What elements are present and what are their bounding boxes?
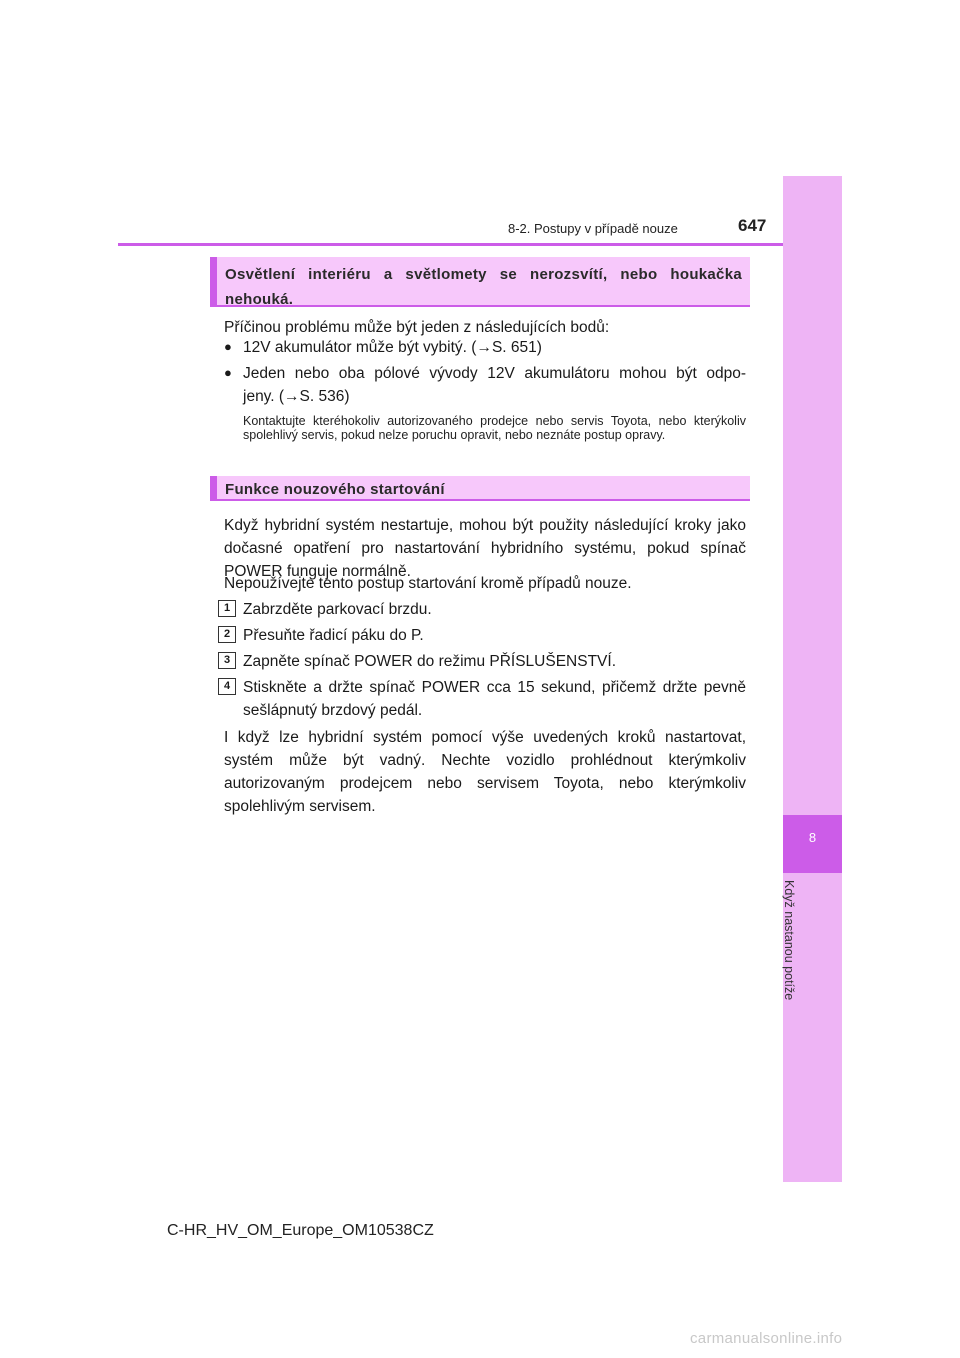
step-number-badge: 3 <box>218 652 236 669</box>
section-header: 8-2. Postupy v případě nouze <box>508 221 678 236</box>
bullet-item: 12V akumulátor může být vybitý. (→S. 651) <box>243 339 542 356</box>
section1-intro: Příčinou problému může být jeden z následujících bodů: <box>224 319 610 336</box>
document-code: C-HR_HV_OM_Europe_OM10538CZ <box>167 1222 434 1239</box>
step-text: Zapněte spínač POWER do režimu PŘÍSLUŠENSTVÍ. <box>243 653 616 670</box>
step-text: Zabrzděte parkovací brzdu. <box>243 601 432 618</box>
page-number: 647 <box>738 216 767 235</box>
chapter-number: 8 <box>808 830 817 845</box>
bullet-icon: ● <box>224 365 232 380</box>
service-note: Kontaktujte kteréhokoliv autorizovaného prodejce nebo servis Toyota, nebo kterýkoliv spolehlivý servis, pokud nelze poruchu opravit, nebo neznáte postup opravy. <box>243 414 746 442</box>
section2-warning: Nepoužívejte tento postup startování kromě případů nouze. <box>224 575 632 592</box>
section-heading-emergency-start: Funkce nouzového startování <box>210 476 750 501</box>
step-number-badge: 1 <box>218 600 236 617</box>
chapter-title-vertical <box>778 880 808 1030</box>
step-number-badge: 2 <box>218 626 236 643</box>
bullet-item: Jeden nebo oba pólové vývody 12V akumulátoru mohou být odpo- <box>243 365 746 382</box>
bullet-icon: ● <box>224 339 232 354</box>
bullet-item-continued: jeny. (→S. 536) <box>243 388 350 405</box>
step-number-badge: 4 <box>218 678 236 695</box>
watermark: carmanualsonline.info <box>690 1330 843 1347</box>
section-heading-lights: Osvětlení interiéru a světlomety se nerozsvítí, nebo houkačka nehouká. <box>210 257 750 307</box>
header-rule <box>118 243 783 246</box>
chapter-title: Když nastanou potíže <box>782 880 796 1001</box>
step-text: Stiskněte a držte spínač POWER cca 15 sekund, přičemž držte pevně sešlápnutý brzdový pedál. <box>243 679 746 719</box>
section2-intro: Když hybridní systém nestartuje, mohou být použity následující kroky jako dočasné opatření pro nastartování hybridního systému, pokud spínač POWER funguje normálně. <box>224 517 746 580</box>
chapter-side-tab <box>783 176 842 1182</box>
step-text: Přesuňte řadicí páku do P. <box>243 627 424 644</box>
section2-closing: I když lze hybridní systém pomocí výše uvedených kroků nastartovat, systém může být vadný. Nechte vozidlo prohlédnout kterýmkoliv autorizovaným prodejcem nebo servisem Toyota, nebo kterýmkoliv spolehlivým servisem. <box>224 729 746 815</box>
